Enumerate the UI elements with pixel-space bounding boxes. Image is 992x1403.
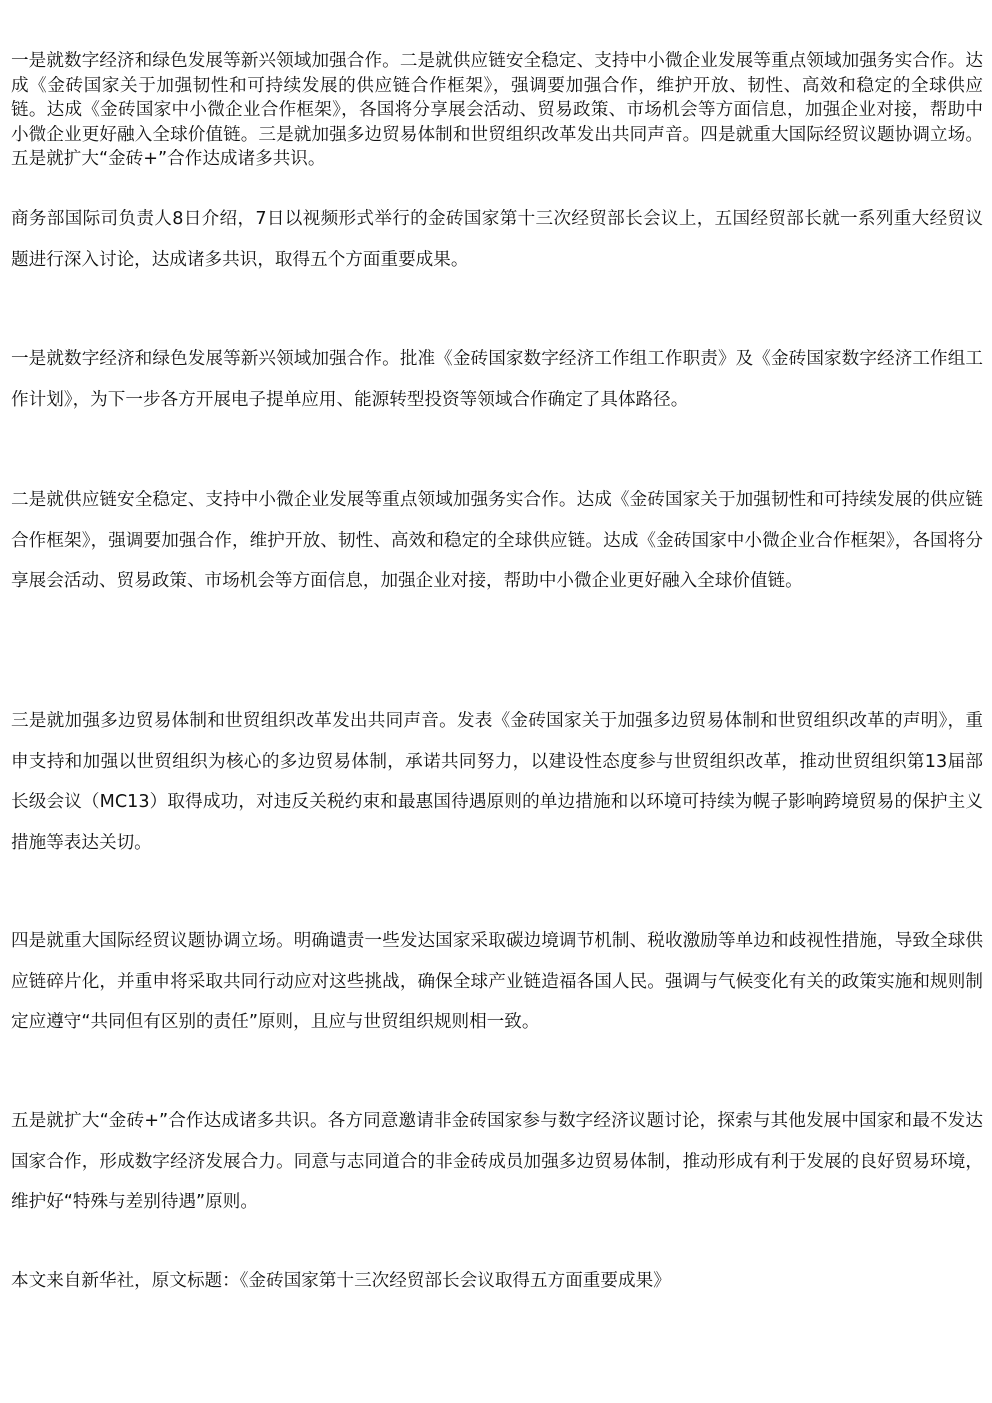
article-point-2: 二是就供应链安全稳定、支持中小微企业发展等重点领域加强务实合作。达成《金砖国家关于加强韧性和可持续发展的供应链合作框架》，强调要加强合作，维护开放、韧性、高效和稳定的全球供应链。达成《金砖国家中小微企业合作框架》，各国将分享展会活动、贸易政策、市场机会等方面信息，加强企业对接，帮助中小微企业更好融入全球价值链。 <box>11 490 983 591</box>
article-summary: 一是就数字经济和绿色发展等新兴领域加强合作。二是就供应链安全稳定、支持中小微企业发展等重点领域加强务实合作。达成《金砖国家关于加强韧性和可持续发展的供应链合作框架》，强调要加强合作，维护开放、韧性、高效和稳定的全球供应链。达成《金砖国家中小微企业合作框架》，各国将分享展会活动、贸易政策、市场机会等方面信息，加强企业对接，帮助中小微企业更好融入全球价值链。三是就加强多边贸易体制和世贸组织改革发出共同声音。四是就重大国际经贸议题协调立场。五是就扩大“金砖+”合作达成诸多共识。 <box>11 51 983 169</box>
article-intro: 商务部国际司负责人8日介绍，7日以视频形式举行的金砖国家第十三次经贸部长会议上，五国经贸部长就一系列重大经贸议题进行深入讨论，达成诸多共识，取得五个方面重要成果。 <box>11 209 983 270</box>
article-point-1: 一是就数字经济和绿色发展等新兴领域加强合作。批准《金砖国家数字经济工作组工作职责》及《金砖国家数字经济工作组工作计划》，为下一步各方开展电子提单应用、能源转型投资等领域合作确定了具体路径。 <box>11 349 983 410</box>
article-source: 本文来自新华社，原文标题：《金砖国家第十三次经贸部长会议取得五方面重要成果》 <box>11 1271 671 1291</box>
article-point-4: 四是就重大国际经贸议题协调立场。明确谴责一些发达国家采取碳边境调节机制、税收激励等单边和歧视性措施，导致全球供应链碎片化，并重申将采取共同行动应对这些挑战，确保全球产业链造福各国人民。强调与气候变化有关的政策实施和规则制定应遵守“共同但有区别的责任”原则，且应与世贸组织规则相一致。 <box>11 931 983 1032</box>
article-point-5: 五是就扩大“金砖+”合作达成诸多共识。各方同意邀请非金砖国家参与数字经济议题讨论，探索与其他发展中国家和最不发达国家合作，形成数字经济发展合力。同意与志同道合的非金砖成员加强多边贸易体制，推动形成有利于发展的良好贸易环境，维护好“特殊与差别待遇”原则。 <box>11 1111 983 1212</box>
article-point-3: 三是就加强多边贸易体制和世贸组织改革发出共同声音。发表《金砖国家关于加强多边贸易体制和世贸组织改革的声明》，重申支持和加强以世贸组织为核心的多边贸易体制，承诺共同努力，以建设性态度参与世贸组织改革，推动世贸组织第13届部长级会议（MC13）取得成功，对违反关税约束和最惠国待遇原则的单边措施和以环境可持续为幌子影响跨境贸易的保护主义措施等表达关切。 <box>11 711 983 853</box>
